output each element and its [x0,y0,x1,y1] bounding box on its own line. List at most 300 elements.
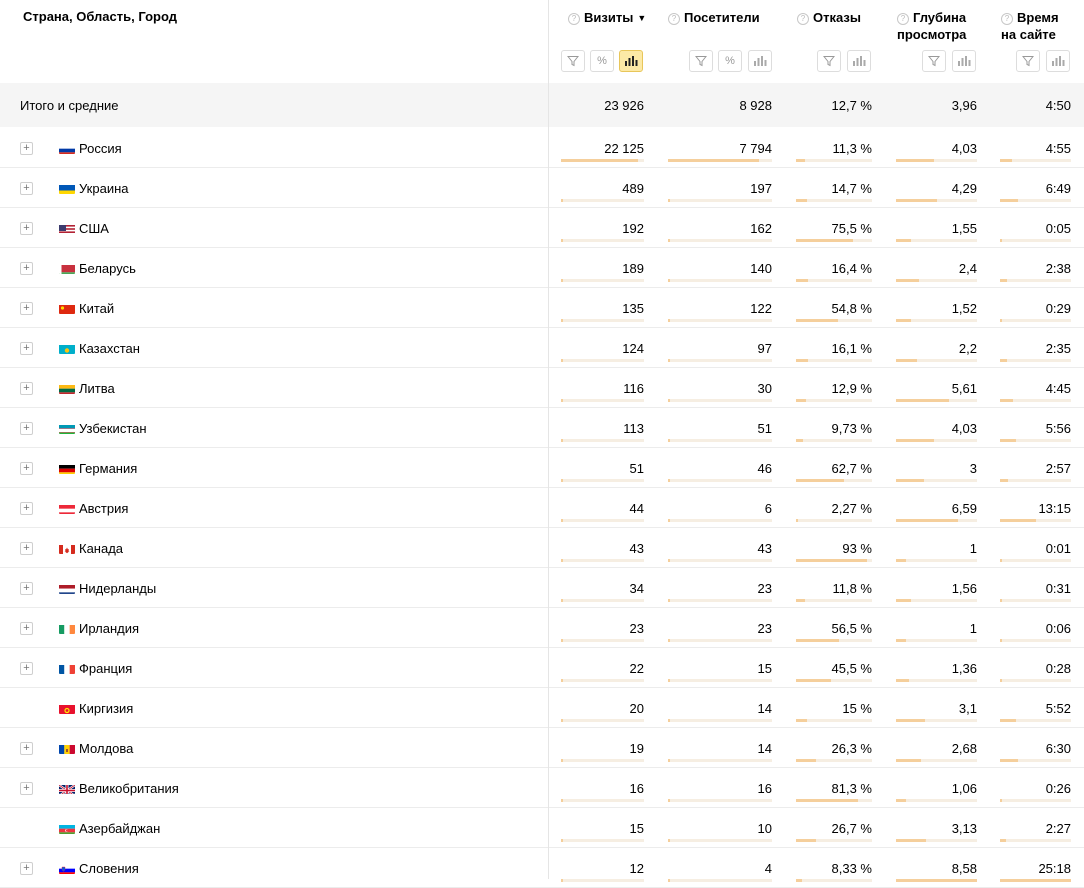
bar-track [668,439,772,442]
table-row[interactable] [0,288,1084,328]
bar-fill [561,639,563,642]
help-icon[interactable]: ? [668,13,680,25]
bar-track [1000,319,1071,322]
bar-track [796,159,872,162]
table-row[interactable] [0,248,1084,288]
bar-track [796,679,872,682]
bar-fill [796,559,867,562]
filter-visitors-button[interactable] [689,50,713,72]
bar-track [1000,439,1071,442]
country-name[interactable]: Украина [79,181,129,196]
filter-icon [567,55,579,67]
cell-depth: 4,29 [951,181,977,196]
bar-chart-icon [753,56,767,66]
bar-fill [668,359,670,362]
cell-depth: 1,52 [951,301,977,316]
table-row[interactable] [0,328,1084,368]
bar-fill [896,759,921,762]
country-name[interactable]: Узбекистан [79,421,147,436]
bar-fill [1000,399,1013,402]
country-name[interactable]: Канада [79,541,124,556]
country-name[interactable]: Россия [79,141,122,156]
bar-fill [796,359,808,362]
cell-bounce: 45,5 % [831,661,872,676]
bar-fill [668,879,670,882]
expand-icon[interactable]: + [20,422,33,435]
bar-fill [1000,799,1002,802]
bar-fill [668,679,670,682]
bar-fill [1000,759,1018,762]
column-divider [548,0,549,879]
bar-track [796,199,872,202]
column-visits-header[interactable]: ? Визиты ▼ [568,9,646,27]
bar-fill [561,239,563,242]
expand-icon[interactable]: + [20,462,33,475]
cell-visits: 23 [629,621,644,636]
cell-visitors: 4 [764,861,772,876]
bar-fill [896,199,937,202]
bar-track [561,159,644,162]
bar-track [561,399,644,402]
filter-icon [1022,55,1034,67]
bar-fill [1000,159,1012,162]
bar-track [561,559,644,562]
cell-time: 0:06 [1045,621,1071,636]
flag-kg-icon [59,703,75,714]
bar-fill [561,479,563,482]
bar-fill [796,159,805,162]
bar-track [1000,239,1071,242]
bar-track [796,639,872,642]
bar-fill [1000,439,1016,442]
flag-de-icon [59,463,75,474]
bar-track [1000,519,1071,522]
cell-depth: 4,03 [951,421,977,436]
bar-track [796,319,872,322]
cell-visitors: 46 [757,461,772,476]
bar-fill [896,159,934,162]
bar-track [1000,359,1071,362]
flag-by-icon [59,263,75,274]
bar-track [668,879,772,882]
bar-track [668,799,772,802]
expand-icon[interactable]: + [20,622,33,635]
summary-time: 4:50 [1045,98,1071,113]
bar-fill [896,799,906,802]
cell-bounce: 14,7 % [831,181,872,196]
filter-icon [928,55,940,67]
bar-fill [668,239,670,242]
bar-track [1000,759,1071,762]
bar-fill [1000,519,1036,522]
bar-track [1000,159,1071,162]
bar-fill [668,319,670,322]
table-row[interactable] [0,648,1084,688]
cell-time: 25:18 [1038,861,1071,876]
flag-at-icon [59,503,75,514]
table-row[interactable] [0,528,1084,568]
cell-visits: 19 [629,741,644,756]
bar-track [1000,839,1071,842]
bar-track [668,839,772,842]
cell-time: 2:27 [1045,821,1071,836]
bars-bounce-button[interactable] [847,50,871,72]
bar-track [561,439,644,442]
cell-depth: 1,56 [951,581,977,596]
bar-track [896,239,977,242]
help-icon[interactable]: ? [568,13,580,25]
cell-depth: 1,55 [951,221,977,236]
cell-bounce: 16,1 % [831,341,872,356]
bar-track [896,839,977,842]
bar-track [668,639,772,642]
bar-track [668,159,772,162]
cell-depth: 1 [969,541,977,556]
cell-visitors: 140 [750,261,772,276]
cell-visits: 135 [622,301,644,316]
bar-fill [1000,679,1002,682]
cell-time: 0:26 [1045,781,1071,796]
cell-visitors: 30 [757,381,772,396]
bar-track [796,559,872,562]
cell-bounce: 26,3 % [831,741,872,756]
column-depth-header[interactable]: ? Глубина просмотра [897,10,967,42]
bar-track [796,399,872,402]
bar-track [561,799,644,802]
table-row[interactable] [0,728,1084,768]
bar-fill [1000,319,1002,322]
bar-track [796,479,872,482]
expand-icon[interactable]: + [20,302,33,315]
bar-fill [796,799,858,802]
percent-icon: % [597,55,607,67]
country-name[interactable]: Великобритания [79,781,179,796]
expand-icon[interactable]: + [20,342,33,355]
bar-fill [796,199,807,202]
cell-bounce: 9,73 % [831,421,872,436]
table-row[interactable] [0,448,1084,488]
cell-time: 0:01 [1045,541,1071,556]
bar-fill [1000,599,1002,602]
bar-fill [896,399,949,402]
bar-track [561,519,644,522]
bar-track [668,479,772,482]
flag-nl-icon [59,583,75,594]
cell-time: 2:35 [1045,341,1071,356]
cell-depth: 6,59 [951,501,977,516]
expand-icon[interactable]: + [20,262,33,275]
cell-depth: 3,1 [958,701,977,716]
bar-fill [561,439,563,442]
bar-fill [668,719,670,722]
bar-fill [796,479,844,482]
help-icon[interactable]: ? [897,13,909,25]
country-name[interactable]: Молдова [79,741,134,756]
flag-ru-icon [59,143,75,154]
cell-visitors: 14 [757,701,772,716]
bars-depth-button[interactable] [952,50,976,72]
cell-visits: 22 [629,661,644,676]
bars-time-button[interactable] [1046,50,1070,72]
bar-fill [796,519,798,522]
cell-depth: 1 [969,621,977,636]
expand-icon[interactable]: + [20,862,33,875]
bar-fill [796,239,853,242]
bar-track [896,199,977,202]
summary-row [0,83,1084,127]
bar-track [668,319,772,322]
cell-depth: 2,68 [951,741,977,756]
country-name[interactable]: Литва [79,381,115,396]
cell-visitors: 6 [764,501,772,516]
bar-track [796,279,872,282]
column-visitors-header[interactable]: ? Посетители [668,9,760,26]
table-row[interactable] [0,408,1084,448]
cell-depth: 4,03 [951,141,977,156]
country-name[interactable]: Азербайджан [79,821,161,836]
bar-track [668,239,772,242]
country-name[interactable]: Китай [79,301,115,316]
column-time-header[interactable]: ? Время на сайте [1001,10,1059,42]
cell-visitors: 23 [757,621,772,636]
cell-time: 6:30 [1045,741,1071,756]
table-row[interactable] [0,768,1084,808]
bar-track [561,759,644,762]
bar-chart-icon [624,56,638,66]
cell-bounce: 81,3 % [831,781,872,796]
flag-us-icon [59,223,75,234]
expand-icon[interactable]: + [20,222,33,235]
bar-fill [561,599,563,602]
bar-fill [896,279,919,282]
bar-fill [561,879,563,882]
cell-visits: 34 [629,581,644,596]
table-row[interactable] [0,368,1084,408]
cell-visitors: 16 [757,781,772,796]
bar-fill [561,719,563,722]
table-row[interactable] [0,208,1084,248]
bar-fill [796,639,839,642]
bar-track [668,599,772,602]
country-name[interactable]: Киргизия [79,701,134,716]
help-icon[interactable]: ? [1001,13,1013,25]
flag-fr-icon [59,663,75,674]
bar-track [668,759,772,762]
cell-visits: 15 [629,821,644,836]
country-name[interactable]: Германия [79,461,138,476]
cell-bounce: 54,8 % [831,301,872,316]
bar-track [896,319,977,322]
bar-track [1000,639,1071,642]
bar-fill [668,839,670,842]
bar-track [896,599,977,602]
cell-visits: 12 [629,861,644,876]
bar-track [561,719,644,722]
cell-visits: 189 [622,261,644,276]
bar-track [668,279,772,282]
bar-track [1000,679,1071,682]
bar-fill [668,279,670,282]
cell-bounce: 16,4 % [831,261,872,276]
expand-icon[interactable]: + [20,142,33,155]
bar-chart-icon [1051,56,1065,66]
country-name[interactable]: Австрия [79,501,129,516]
flag-ua-icon [59,183,75,194]
bar-track [796,839,872,842]
bar-track [668,199,772,202]
bar-fill [561,319,563,322]
flag-lt-icon [59,383,75,394]
table-row[interactable] [0,488,1084,528]
bar-track [668,719,772,722]
bar-fill [796,679,831,682]
table-row[interactable] [0,608,1084,648]
country-name[interactable]: США [79,221,109,236]
bar-fill [796,839,816,842]
bar-fill [896,239,911,242]
bar-fill [561,159,638,162]
filter-bounce-button[interactable] [817,50,841,72]
country-name[interactable]: Нидерланды [79,581,157,596]
cell-visits: 116 [623,381,644,396]
cell-bounce: 2,27 % [831,501,872,516]
bar-fill [668,199,670,202]
bar-track [796,519,872,522]
bar-chart-icon [957,56,971,66]
expand-icon[interactable]: + [20,182,33,195]
cell-time: 0:31 [1045,581,1071,596]
dimension-title[interactable]: Страна, Область, Город [23,9,177,24]
cell-time: 13:15 [1038,501,1071,516]
percent-visitors-button[interactable] [718,50,742,72]
table-row[interactable] [0,848,1084,888]
expand-icon[interactable]: + [20,662,33,675]
cell-bounce: 56,5 % [831,621,872,636]
cell-visitors: 15 [757,661,772,676]
bar-track [1000,479,1071,482]
bar-track [561,359,644,362]
bar-fill [561,839,563,842]
bar-track [1000,559,1071,562]
bar-fill [1000,279,1007,282]
cell-bounce: 26,7 % [831,821,872,836]
bar-fill [561,199,563,202]
cell-visitors: 51 [757,421,772,436]
bar-fill [896,719,925,722]
percent-visits-button[interactable] [590,50,614,72]
cell-depth: 3 [969,461,977,476]
filter-visits-button[interactable] [561,50,585,72]
bar-track [796,439,872,442]
cell-visitors: 23 [757,581,772,596]
cell-bounce: 75,5 % [831,221,872,236]
bar-fill [896,599,911,602]
cell-visits: 44 [629,501,644,516]
cell-visits: 489 [622,181,644,196]
bar-fill [896,439,934,442]
cell-time: 2:38 [1045,261,1071,276]
bar-fill [1000,199,1018,202]
bars-visitors-button[interactable] [748,50,772,72]
cell-depth: 3,13 [951,821,977,836]
cell-time: 5:52 [1045,701,1071,716]
expand-icon[interactable]: + [20,382,33,395]
bar-track [896,759,977,762]
cell-visits: 22 125 [604,141,644,156]
bar-track [896,559,977,562]
bars-visits-button[interactable] [619,50,643,72]
flag-gb-icon [59,783,75,794]
table-row[interactable] [0,128,1084,168]
cell-time: 0:05 [1045,221,1071,236]
bar-track [561,199,644,202]
table-row[interactable] [0,688,1084,728]
expand-icon[interactable]: + [20,582,33,595]
sort-desc-icon: ▼ [637,13,647,23]
bar-fill [796,879,802,882]
summary-label: Итого и средние [20,98,119,113]
expand-icon[interactable]: + [20,742,33,755]
cell-depth: 8,58 [951,861,977,876]
country-name[interactable]: Беларусь [79,261,136,276]
bar-fill [668,399,670,402]
bar-fill [896,879,977,882]
bar-fill [896,319,911,322]
bar-fill [1000,559,1002,562]
flag-uz-icon [59,423,75,434]
bar-track [668,679,772,682]
table-row[interactable] [0,168,1084,208]
country-name[interactable]: Франция [79,661,133,676]
bar-fill [896,639,906,642]
bar-fill [561,359,563,362]
filter-time-button[interactable] [1016,50,1040,72]
expand-icon[interactable]: + [20,542,33,555]
flag-kz-icon [59,343,75,354]
table-row[interactable] [0,808,1084,848]
bar-fill [561,679,563,682]
bar-track [796,239,872,242]
bar-track [561,599,644,602]
bar-fill [1000,879,1071,882]
expand-icon[interactable]: + [20,782,33,795]
bar-track [561,879,644,882]
cell-visitors: 43 [757,541,772,556]
help-icon[interactable]: ? [797,13,809,25]
bar-track [896,519,977,522]
bar-fill [896,359,917,362]
country-name[interactable]: Казахстан [79,341,140,356]
bar-track [668,359,772,362]
cell-visits: 113 [623,421,644,436]
bar-fill [1000,239,1002,242]
bar-track [896,359,977,362]
expand-icon[interactable]: + [20,502,33,515]
bar-track [796,799,872,802]
country-name[interactable]: Ирландия [79,621,140,636]
bar-track [896,479,977,482]
bar-track [896,719,977,722]
cell-depth: 2,4 [958,261,977,276]
cell-visits: 51 [629,461,644,476]
country-name[interactable]: Словения [79,861,139,876]
cell-visitors: 122 [750,301,772,316]
bar-track [896,439,977,442]
bar-fill [896,559,906,562]
column-bounce-header[interactable]: ? Отказы [797,9,861,26]
table-row[interactable] [0,568,1084,608]
filter-depth-button[interactable] [922,50,946,72]
